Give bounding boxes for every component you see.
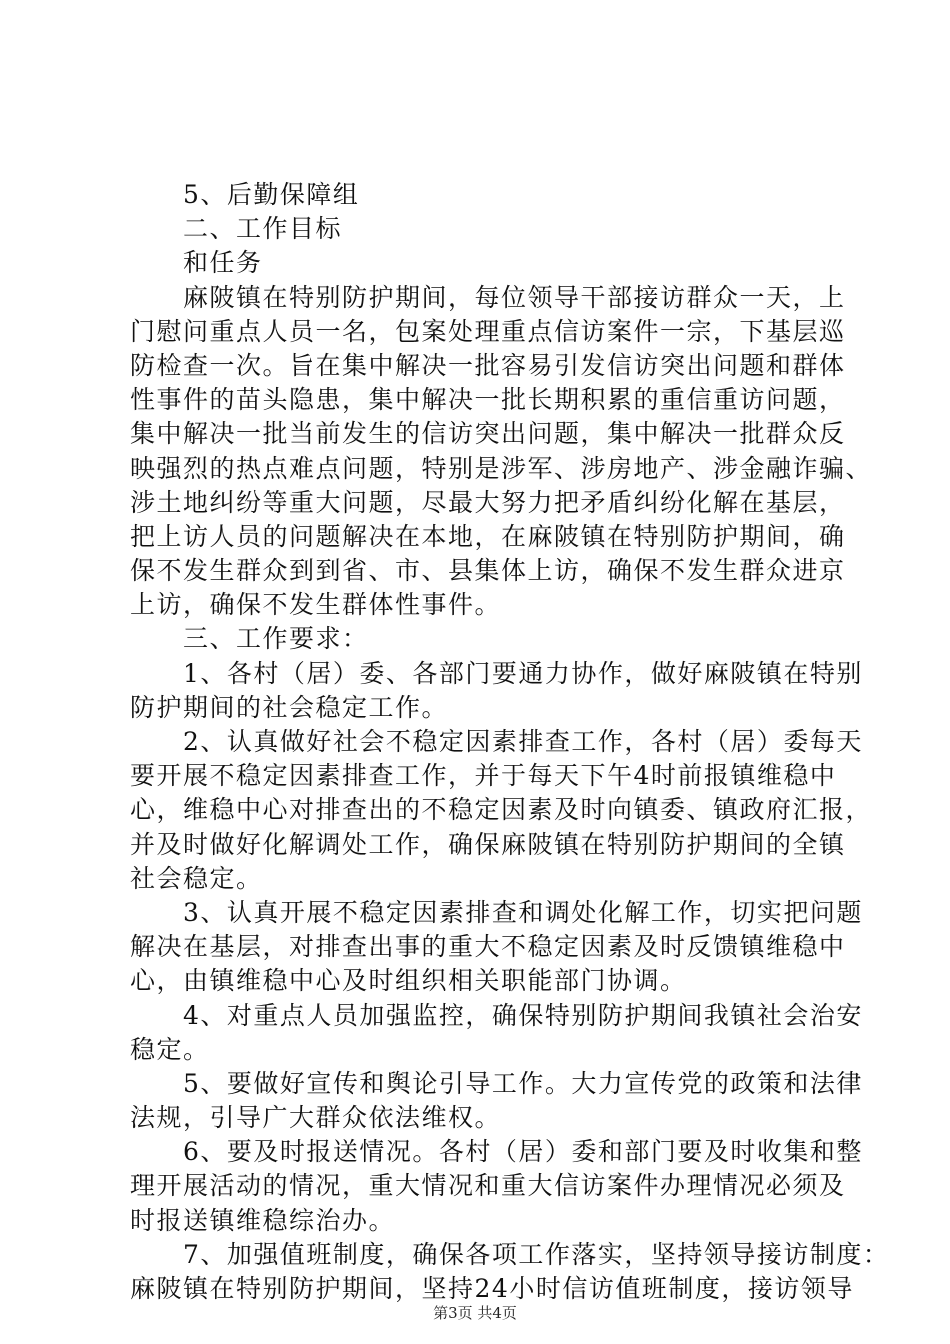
text-line: 社会稳定。 [130,863,263,893]
text-line: 保不发生群众到到省、市、县集体上访，确保不发生群众进京 [130,556,846,586]
text-line: 3、认真开展不稳定因素排查和调处化解工作，切实把问题 [130,897,863,927]
text-line: 性事件的苗头隐患，集中解决一批长期积累的重信重访问题， [130,385,846,415]
text-line: 麻陂镇在特别防护期间，坚持24小时信访值班制度，接访领导 [130,1274,854,1303]
page-number-label: 第3页 共4页 [433,1304,517,1322]
text-line: 解决在基层，对排查出事的重大不稳定因素及时反馈镇维稳中 [130,932,846,962]
text-line: 5、后勤保障组 [130,180,360,209]
page-footer [0,1302,950,1323]
text-line: 上访，确保不发生群体性事件。 [130,590,502,620]
text-line: 2、认真做好社会不稳定因素排查工作，各村（居）委每天 [130,727,863,756]
text-line: 防检查一次。旨在集中解决一批容易引发信访突出问题和群体 [130,350,846,380]
text-line: 把上访人员的问题解决在本地，在麻陂镇在特别防护期间，确 [130,521,846,551]
text-line: 心，维稳中心对排查出的不稳定因素及时向镇委、镇政府汇报， [130,795,873,825]
text-line: 心，由镇维稳中心及时组织相关职能部门协调。 [130,966,687,996]
text-line: 和任务 [130,248,263,278]
text-line: 理开展活动的情况，重大情况和重大信访案件办理情况必须及 [130,1171,846,1201]
text-line: 4、对重点人员加强监控，确保特别防护期间我镇社会治安 [130,1000,863,1030]
text-line: 二、工作目标 [130,214,343,244]
text-line: 1、各村（居）委、各部门要通力协作，做好麻陂镇在特别 [130,658,863,688]
text-line: 6、要及时报送情况。各村（居）委和部门要及时收集和整 [130,1137,863,1167]
text-line: 要开展不稳定因素排查工作，并于每天下午4时前报镇维稳中 [130,761,837,791]
document-body [130,178,890,1306]
text-line: 并及时做好化解调处工作，确保麻陂镇在特别防护期间的全镇 [130,829,846,859]
text-line: 法规，引导广大群众依法维权。 [130,1103,502,1133]
text-line: 映强烈的热点难点问题，特别是涉军、涉房地产、涉金融诈骗、 [130,453,873,483]
text-line: 防护期间的社会稳定工作。 [130,692,449,722]
text-line: 5、要做好宣传和舆论引导工作。大力宣传党的政策和法律 [130,1068,863,1098]
text-line: 三、工作要求： [130,624,369,654]
text-line: 7、加强值班制度，确保各项工作落实，坚持领导接访制度： [130,1239,890,1269]
text-line: 麻陂镇在特别防护期间，每位领导干部接访群众一天，上 [130,282,846,312]
text-line: 涉土地纠纷等重大问题，尽最大努力把矛盾纠纷化解在基层， [130,487,846,517]
text-line: 门慰问重点人员一名，包案处理重点信访案件一宗，下基层巡 [130,316,846,346]
text-line: 集中解决一批当前发生的信访突出问题，集中解决一批群众反 [130,419,846,449]
text-line: 时报送镇维稳综治办。 [130,1205,396,1235]
text-line: 稳定。 [130,1034,210,1064]
